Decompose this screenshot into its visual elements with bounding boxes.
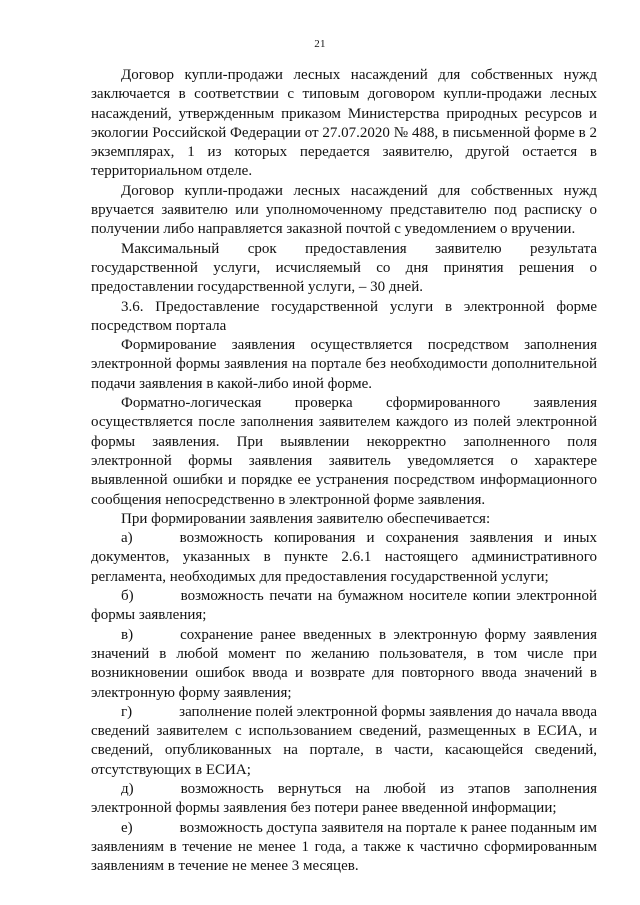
list-letter: е): [121, 819, 133, 836]
list-item-g: [91, 703, 597, 780]
page-number: 21: [314, 38, 326, 50]
list-text: возможность печати на бумажном носителе копии электронной формы заявления;: [91, 588, 597, 624]
paragraph-contract-delivery: Договор купли-продажи лесных насаждений для собственных нужд вручается заявителю или уполномоченному представителю под расписку о получении либо направляется заказной почтой с уведомлением о вручении.: [91, 182, 597, 238]
list-text: сохранение ранее введенных в электронную форму заявления значений в любой момент по желанию пользователя, в том числе при возникновении ошибок ввода и возврате для повторного ввода значений в электронную форму заявления;: [91, 626, 597, 701]
list-text: возможность доступа заявителя на портале к ранее поданным им заявлениям в течение не менее 1 года, а также к частично сформированным заявлениям в течение не менее 3 месяцев.: [91, 819, 597, 875]
paragraph-list-intro: При формировании заявления заявителю обеспечивается:: [121, 510, 491, 527]
list-item-a: [91, 529, 597, 587]
document-body: [91, 66, 597, 876]
list-letter: в): [121, 626, 134, 643]
list-text: возможность копирования и сохранения заявления и иных документов, указанных в пункте 2.6.1 настоящего административного регламента, необходимых для предоставления государственной услуги;: [91, 530, 597, 585]
list-letter: а): [121, 530, 133, 547]
list-letter: б): [121, 588, 134, 605]
list-item-d: [91, 780, 597, 819]
list-text: возможность вернуться на любой из этапов заполнения электронной формы заявления без потери ранее введенной информации;: [91, 780, 597, 817]
paragraph-max-term: Максимальный срок предоставления заявителю результата государственной услуги, исчисляемый со дня принятия решения о предоставлении государственной услуги, – 30 дней.: [91, 240, 597, 296]
list-letter: г): [121, 703, 133, 720]
section-heading-3-6: 3.6. Предоставление государственной услуги в электронной форме посредством портала: [91, 298, 597, 334]
list-text: заполнение полей электронной формы заявления до начала ввода сведений заявителем с использованием сведений, размещенных в ЕСИА, и сведений, опубликованных на портале, в части, касающейся сведений, отсутствующих в ЕСИА;: [91, 703, 597, 778]
list-item-v: [91, 626, 597, 703]
list-item-b: [91, 587, 597, 626]
list-item-e: [91, 819, 597, 877]
list-letter: д): [121, 780, 134, 797]
paragraph-format-check: Форматно-логическая проверка сформированного заявления осуществляется после заполнения заявителем каждого из полей электронной формы заявления. При выявлении некорректно заполненного поля электронной формы заявления заявитель уведомляется о характере выявленной ошибки и порядке ее устранения посредством информационного сообщения непосредственно в электронной форме заявления.: [91, 395, 597, 508]
paragraph-form-creation: Формирование заявления осуществляется посредством заполнения электронной формы заявления на портале без необходимости дополнительной подачи заявления в какой-либо иной форме.: [91, 337, 597, 392]
paragraph-contract-conclusion: Договор купли-продажи лесных насаждений для собственных нужд заключается в соответствии с типовым договором купли-продажи лесных насаждений, утвержденным приказом Министерства природных ресурсов и экологии Российской Федерации от 27.07.2020 № 488, в письменной форме в 2 экземплярах, 1 из которых передается заявителю, другой остается в территориальном отделе.: [91, 67, 597, 180]
